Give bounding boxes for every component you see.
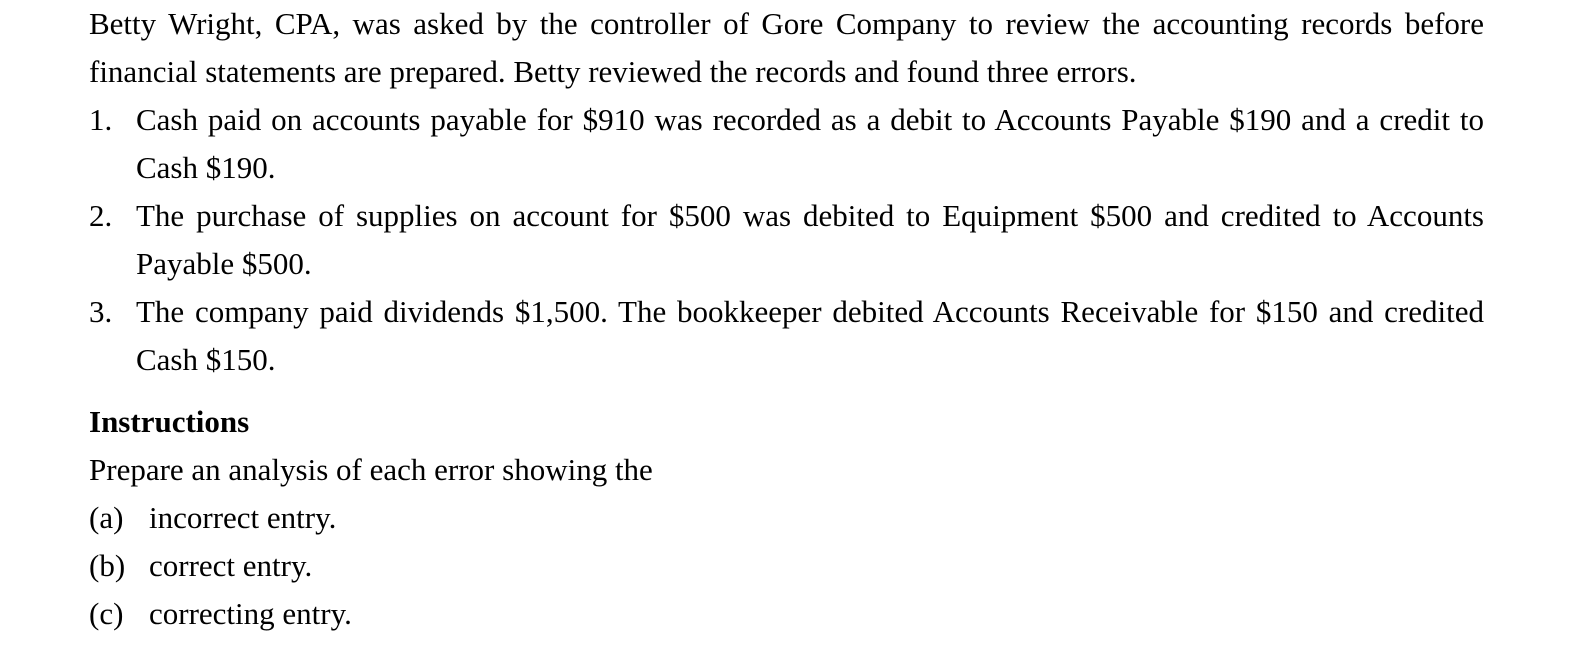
error-list: [89, 96, 1484, 384]
part-letter: (b): [89, 548, 126, 583]
problem-document: [89, 0, 1484, 638]
instructions-prompt: Prepare an analysis of each error showing the: [89, 452, 653, 487]
part-text: correcting entry.: [149, 596, 352, 631]
error-number: 3.: [89, 294, 113, 329]
instruction-part: [89, 542, 1484, 590]
instruction-part: [89, 494, 1484, 542]
part-text: correct entry.: [149, 548, 313, 583]
error-item: [89, 96, 1484, 192]
error-item: [89, 192, 1484, 288]
error-text: Cash paid on accounts payable for $910 was recorded as a debit to Accounts Payable $190 and a credit to Cash $190.: [136, 102, 1484, 185]
instruction-part: [89, 590, 1484, 638]
error-text: The company paid dividends $1,500. The bookkeeper debited Accounts Receivable for $150 and credited Cash $150.: [136, 294, 1484, 377]
error-item: [89, 288, 1484, 384]
error-text: The purchase of supplies on account for $500 was debited to Equipment $500 and credited to Accounts Payable $500.: [136, 198, 1484, 281]
error-number: 1.: [89, 102, 113, 137]
part-text: incorrect entry.: [149, 500, 337, 535]
part-letter: (a): [89, 500, 124, 535]
intro-paragraph: Betty Wright, CPA, was asked by the controller of Gore Company to review the accounting records before financial statements are prepared. Betty reviewed the records and found three errors.: [89, 6, 1484, 89]
error-number: 2.: [89, 198, 113, 233]
instructions-heading: Instructions: [89, 404, 250, 439]
instruction-parts-list: [89, 494, 1484, 638]
part-letter: (c): [89, 596, 124, 631]
